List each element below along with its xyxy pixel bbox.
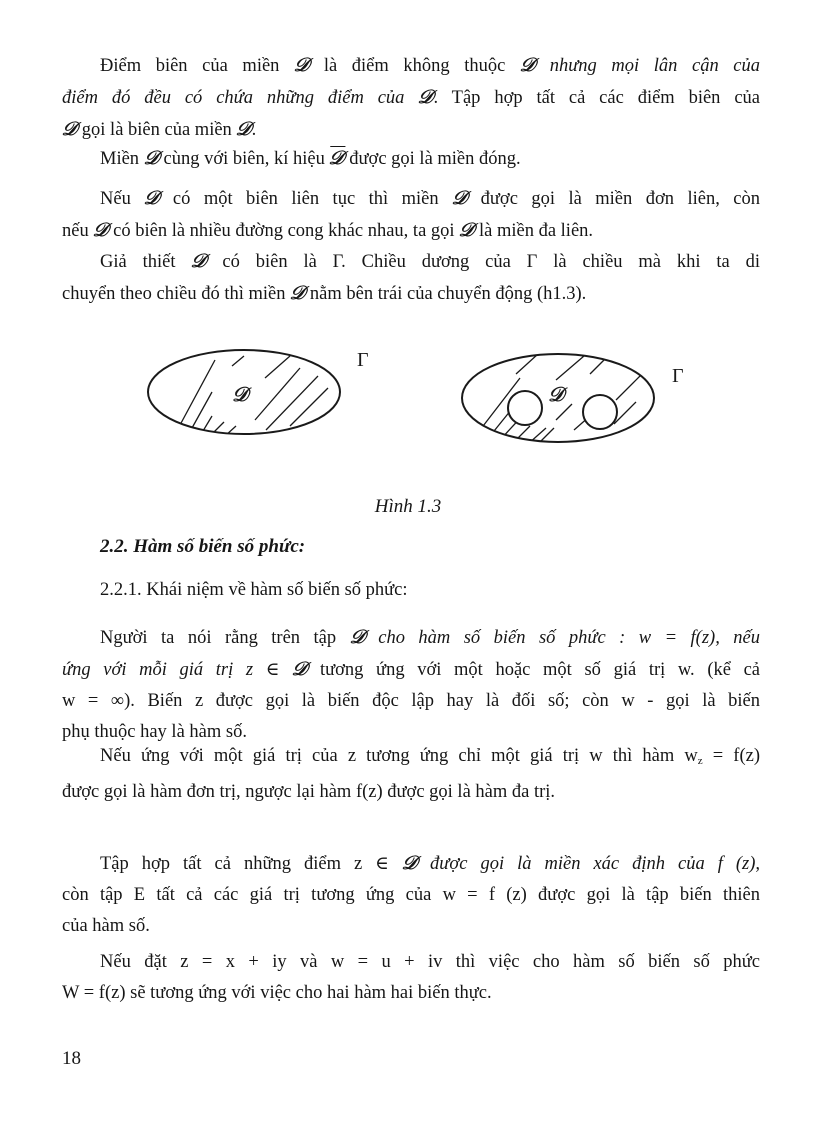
paragraph-complex-function: Người ta nói rằng trên tập 𝒟 cho hàm số biến số phức : w = f(z), nếu ứng với mỗi giá trị z ∈ 𝒟 tương ứng với một hoặc một số giá trị w. (kể cả w = ∞). Biến z được gọi là biến độc lập hay là đối số; còn w - gọi là biến phụ thuộc hay là hàm số. <box>62 622 760 748</box>
domain-symbol: 𝒟 <box>190 250 208 272</box>
paragraph-domain-of-definition: Tập hợp tất cả những điểm z ∈ 𝒟 được gọi là miền xác định của f (z), còn tập E tất cả các giá trị tương ứng của w = f (z) được gọi là tập biến thiên của hàm số. <box>62 848 760 942</box>
closure-domain-symbol: 𝒟 <box>328 147 346 169</box>
paragraph-closed-domain: Miền 𝒟 cùng với biên, kí hiệu 𝒟 được gọi là miền đóng. <box>62 143 760 175</box>
page-number: 18 <box>62 1048 81 1069</box>
domain-symbol: 𝒟 <box>518 54 537 76</box>
paragraph-positive-orientation: Giả thiết 𝒟 có biên là Γ. Chiều dương của Γ là chiều mà khi ta di chuyển theo chiều đó thì miền 𝒟 nằm bên trái của chuyển động (h1.3). <box>62 246 760 310</box>
hole-left <box>508 391 542 425</box>
paragraph-single-valued: Nếu ứng với một giá trị của z tương ứng chỉ một giá trị w thì hàm $w_z = f(z)$ được gọi là hàm đơn trị, ngược lại hàm f(z) được gọi là hàm đa trị. <box>62 746 760 802</box>
domain-symbol: 𝒟 <box>235 118 253 140</box>
domain-symbol: 𝒟 <box>289 282 307 304</box>
domain-symbol: 𝒟 <box>60 118 79 140</box>
paragraph-boundary-point: Điểm biên của miền 𝒟 là điểm không thuộc 𝒟 nhưng mọi lân cận của điểm đó đều có chứa những điểm của 𝒟. Tập hợp tất cả các điểm biên của 𝒟 gọi là biên của miền 𝒟. <box>62 50 760 146</box>
domain-symbol: 𝒟 <box>458 219 476 241</box>
boundary-gamma-label: Γ <box>357 349 369 371</box>
boundary-gamma-label: Γ <box>672 365 684 387</box>
domain-symbol: 𝒟 <box>348 626 366 648</box>
domain-symbol: 𝒟 <box>417 86 435 108</box>
hole-right <box>583 395 617 429</box>
domain-symbol: 𝒟 <box>143 187 161 209</box>
domain-symbol: 𝒟 <box>142 147 161 169</box>
domain-symbol: 𝒟 <box>292 54 311 76</box>
paragraph-real-functions: Nếu đặt z = x + iy và w = u + iv thì việc cho hàm số biến số phức W = f(z) sẽ tương ứng với việc cho hai hàm hai biến thực. <box>62 952 760 1003</box>
figure-caption: Hình 1.3 <box>374 496 442 517</box>
section-heading: 2.2. Hàm số biến số phức: <box>100 536 306 557</box>
subsection-heading: 2.2.1. Khái niệm về hàm số biến số phức: <box>100 580 408 600</box>
domain-symbol-label: 𝒟 <box>232 382 248 406</box>
multiply-connected-domain <box>462 354 654 444</box>
domain-symbol-label: 𝒟 <box>548 382 564 406</box>
domain-symbol: 𝒟 <box>92 219 110 241</box>
domain-symbol: 𝒟 <box>400 852 419 874</box>
paragraph-connected-domain: Nếu 𝒟 có một biên liên tục thì miền 𝒟 được gọi là miền đơn liên, còn nếu 𝒟 có biên là nhiều đường cong khác nhau, ta gọi 𝒟 là miền đa liên. <box>62 183 760 247</box>
domain-symbol: 𝒟 <box>450 187 469 209</box>
figure-domains <box>0 330 816 480</box>
domain-symbol: 𝒟 <box>291 658 309 680</box>
simply-connected-domain <box>148 350 340 436</box>
